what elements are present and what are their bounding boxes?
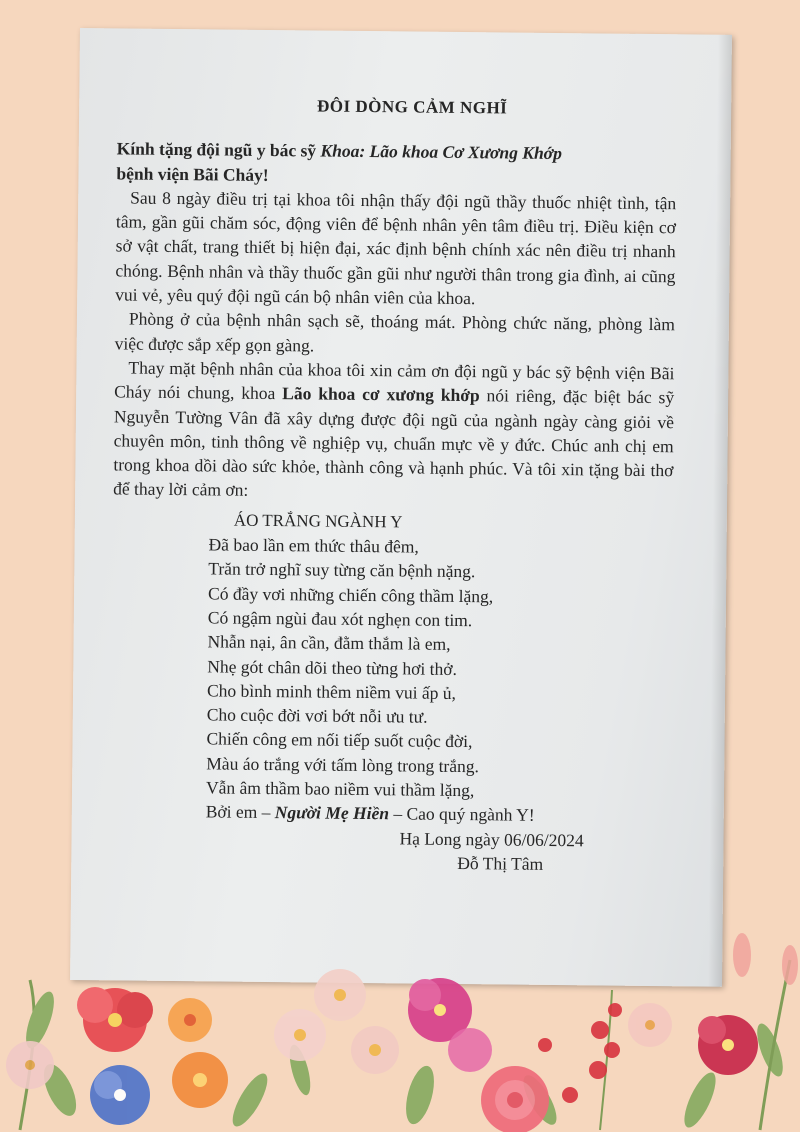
poem-last-line — [206, 800, 670, 829]
paragraph-3-part1: Thay mặt bệnh nhân của khoa tôi xin cảm ơn đội ngũ y bác sỹ bệnh viện Bãi Cháy nói chung, khoa — [114, 357, 675, 404]
page-shadow-edge — [708, 35, 732, 987]
flower — [628, 1003, 672, 1047]
poem-line: Cho bình minh thêm niềm vui ấp ủ, — [206, 680, 457, 703]
flower — [6, 1041, 54, 1089]
place-date: Hạ Long ngày 06/06/2024 — [399, 828, 584, 850]
poem-line: Đã bao lần em thức thâu đêm, — [208, 534, 419, 557]
flower — [698, 1015, 758, 1075]
poem-line: Vẫn âm thầm bao niềm vui thầm lặng, — [205, 777, 475, 801]
poem-line: Có ngậm ngùi đau xót nghẹn con tim. — [207, 607, 473, 631]
paragraph-3-part2: nói riêng, đặc biệt bác sỹ Nguyễn Tường Vân đã xây dựng được đội ngũ của ngành ngày càng giỏi về chuyên môn, tinh thông về nghiệp vụ, chuẩn mực về y đức. Chúc anh chị em trong khoa dồi dào sức khỏe, thành công và hạnh phúc. Và tôi xin tặng bài thơ để thay lời cảm ơn: — [113, 385, 675, 501]
printed-page — [70, 28, 732, 987]
flower — [172, 1052, 228, 1108]
poem-line: Trăn trở nghĩ suy từng căn bệnh nặng. — [208, 558, 476, 582]
flower — [314, 969, 366, 1021]
poem-line: Có đầy vơi những chiến công thầm lặng, — [207, 583, 494, 606]
poem-line: Chiến công em nối tiếp suốt cuộc đời, — [206, 728, 473, 752]
poem-last-before: Bởi em – — [205, 801, 275, 823]
paragraph-3 — [113, 355, 674, 507]
poem-line: Cho cuộc đời vơi bớt nỗi ưu tư. — [206, 704, 428, 727]
paragraph-2: Phòng ở của bệnh nhân sạch sẽ, thoáng mát. Phòng chức năng, phòng làm việc được sắp xếp gọn gàng. — [114, 308, 676, 356]
flower — [481, 1066, 549, 1132]
dedication-hospital: bệnh viện Bãi Cháy! — [116, 162, 269, 185]
flower — [351, 1026, 399, 1074]
flower — [274, 1009, 326, 1061]
poem-last-emphasis: Người Mẹ Hiền — [274, 802, 390, 824]
dedication-department: Khoa: Lão khoa Cơ Xương Khớp — [320, 140, 562, 164]
letter-content — [109, 92, 677, 877]
flower — [733, 933, 798, 985]
flower — [168, 998, 212, 1042]
dedication — [116, 137, 676, 191]
poem-line: Nhẹ gót chân dõi theo từng hơi thở. — [207, 655, 458, 679]
flower — [448, 1028, 492, 1072]
department-name-bold: Lão khoa cơ xương khớp — [282, 383, 480, 406]
letter-title: ĐÔI DÒNG CẢM NGHĨ — [316, 96, 508, 118]
author-signature: Đỗ Thị Tâm — [457, 852, 544, 874]
paragraph-1: Sau 8 ngày điều trị tại khoa tôi nhận thấy đội ngũ thầy thuốc nhiệt tình, tận tâm, gần gũi chăm sóc, động viên để bệnh nhân yên tâm điều trị. Điều kiện cơ sở vật chất, trang thiết bị hiện đại, xác định bệnh chính xác nên điều trị nhanh chóng. Bệnh nhân và thầy thuốc gần gũi như người thân trong gia đình, ai cũng vui vẻ, yêu quý đội ngũ cán bộ nhân viên của khoa. — [115, 187, 677, 309]
dedication-prefix: Kính tặng đội ngũ y bác sỹ — [116, 138, 321, 161]
flower — [90, 1065, 150, 1125]
flower-border — [0, 900, 800, 1132]
poem-title: ÁO TRẮNG NGÀNH Y — [233, 510, 403, 532]
poem-line: Màu áo trắng với tấm lòng trong trắng. — [206, 753, 480, 776]
poem-last-after: – Cao quý ngành Y! — [388, 803, 535, 826]
poem — [110, 507, 673, 829]
poem-line: Nhẫn nại, ân cần, đằm thắm là em, — [207, 631, 451, 655]
flower — [77, 987, 153, 1052]
